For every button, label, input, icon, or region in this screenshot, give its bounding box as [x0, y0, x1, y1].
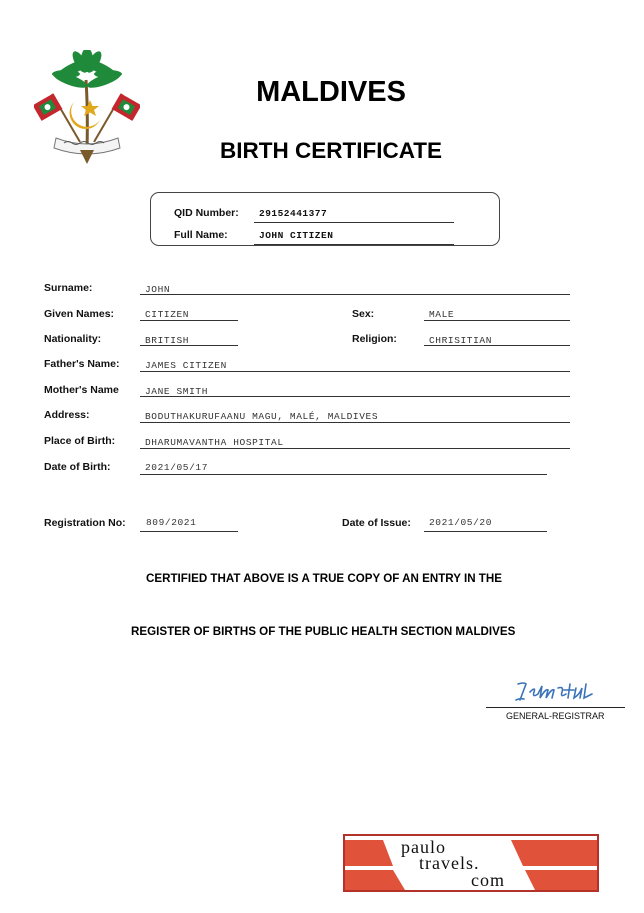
address-underline — [140, 422, 570, 423]
signature-title: GENERAL-REGISTRAR — [506, 711, 605, 721]
surname-value: JOHN — [145, 284, 171, 295]
given-names-underline — [140, 320, 238, 321]
fullname-value: JOHN CITIZEN — [259, 230, 334, 241]
date-of-birth-value: 2021/05/17 — [145, 462, 209, 473]
fathers-name-value: JAMES CITIZEN — [145, 360, 227, 371]
religion-underline — [424, 345, 570, 346]
given-names-value: CITIZEN — [145, 309, 190, 320]
sex-value: MALE — [429, 309, 455, 320]
fullname-underline — [254, 244, 454, 245]
qid-value: 29152441377 — [259, 208, 328, 219]
certification-line-1: CERTIFIED THAT ABOVE IS A TRUE COPY OF AN ENTRY IN THE — [146, 572, 502, 585]
date-of-issue-underline — [424, 531, 547, 532]
mothers-name-value: JANE SMITH — [145, 386, 209, 397]
address-value: BODUTHAKURUFAANU MAGU, MALÉ, MALDIVES — [145, 411, 379, 422]
fathers-name-underline — [140, 371, 570, 372]
address-label: Address: — [44, 409, 90, 421]
country-title: MALDIVES — [256, 76, 406, 108]
place-of-birth-value: DHARUMAVANTHA HOSPITAL — [145, 437, 284, 448]
signature-icon — [512, 678, 596, 704]
document-title: BIRTH CERTIFICATE — [219, 138, 443, 163]
surname-label: Surname: — [44, 282, 93, 294]
religion-label: Religion: — [352, 333, 397, 345]
place-of-birth-underline — [140, 448, 570, 449]
religion-value: CHRISITIAN — [429, 335, 493, 346]
mothers-name-underline — [140, 396, 570, 397]
sex-underline — [424, 320, 570, 321]
watermark-line-3: com — [471, 870, 505, 890]
qid-underline — [254, 222, 454, 223]
date-of-birth-underline — [140, 474, 547, 475]
watermark-logo — [343, 834, 599, 892]
sex-label: Sex: — [352, 308, 375, 320]
given-names-label: Given Names: — [44, 308, 115, 320]
fathers-name-label: Father's Name: — [44, 358, 120, 370]
date-of-issue-label: Date of Issue: — [342, 517, 411, 529]
nationality-value: BRITISH — [145, 335, 190, 346]
certification-line-2: REGISTER OF BIRTHS OF THE PUBLIC HEALTH SECTION MALDIVES — [131, 625, 516, 638]
registration-no-underline — [140, 531, 238, 532]
qid-label: QID Number: — [174, 207, 239, 219]
mothers-name-label: Mother's Name — [44, 384, 119, 396]
date-of-issue-value: 2021/05/20 — [429, 517, 493, 528]
nationality-underline — [140, 345, 238, 346]
signature-line — [486, 707, 625, 708]
fullname-label: Full Name: — [174, 229, 228, 241]
place-of-birth-label: Place of Birth: — [44, 435, 116, 447]
nationality-label: Nationality: — [44, 333, 102, 345]
registration-no-label: Registration No: — [44, 517, 126, 529]
registration-no-value: 809/2021 — [146, 517, 197, 528]
surname-underline — [140, 294, 570, 295]
watermark-line-2: travels. — [419, 853, 480, 873]
date-of-birth-label: Date of Birth: — [44, 461, 111, 473]
watermark-line-1: paulo — [401, 837, 446, 857]
